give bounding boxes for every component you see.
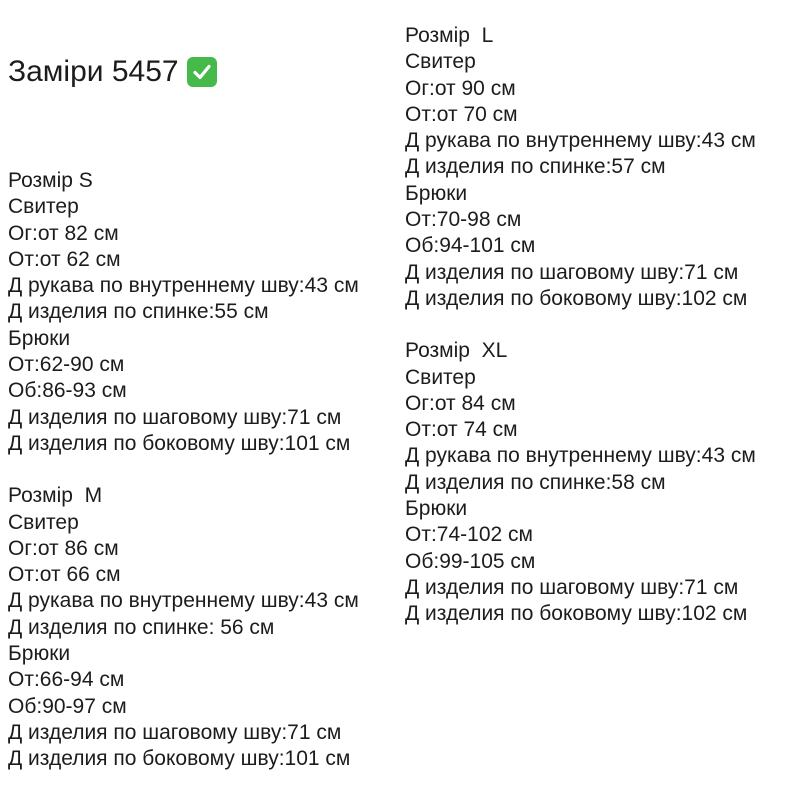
measurement-line: Свитер xyxy=(8,195,79,219)
measurement-line: Д рукава по внутреннему шву:43 см xyxy=(8,274,359,298)
measurement-line: Об:99-105 см xyxy=(405,549,536,573)
measurement-line: Д изделия по боковому шву:101 см xyxy=(8,431,351,455)
measurement-line: Свитер xyxy=(8,510,79,534)
measurement-line: От:70-98 см xyxy=(405,208,522,232)
measurement-line: От:от 74 см xyxy=(405,418,518,442)
right-size-column xyxy=(405,23,756,628)
page-title xyxy=(8,52,217,92)
measurement-line: Д рукава по внутреннему шву:43 см xyxy=(8,589,359,613)
measurement-line: От:74-102 см xyxy=(405,523,533,547)
check-mark-button-icon xyxy=(187,57,217,87)
measurement-line: Ог:от 84 см xyxy=(405,391,516,415)
left-size-column xyxy=(8,168,359,773)
measurement-line: От:от 70 см xyxy=(405,102,518,126)
measurement-line: Ог:от 86 см xyxy=(8,536,119,560)
measurement-line: Д изделия по спинке:58 см xyxy=(405,470,666,494)
measurement-line: Ог:от 82 см xyxy=(8,221,119,245)
measurement-line: Брюки xyxy=(8,642,71,666)
size-heading: Розмір XL xyxy=(405,339,508,363)
page-title-text: Заміри 5457 xyxy=(8,55,179,88)
measurement-line: Брюки xyxy=(405,181,468,205)
measurement-line: От:62-90 см xyxy=(8,353,125,377)
size-heading: Розмір S xyxy=(8,169,93,192)
measurement-line: Д изделия по шаговому шву:71 см xyxy=(405,575,739,599)
measurement-line: От:от 62 см xyxy=(8,247,121,271)
measurement-line: Д изделия по шаговому шву:71 см xyxy=(8,405,342,429)
size-block xyxy=(405,23,756,312)
size-heading: Розмір L xyxy=(405,24,494,47)
measurement-line: Свитер xyxy=(405,365,476,389)
measurement-line: Д изделия по спинке:55 см xyxy=(8,300,269,324)
measurement-line: Об:90-97 см xyxy=(8,694,127,718)
measurement-line: Д рукава по внутреннему шву:43 см xyxy=(405,444,756,468)
measurement-line: Д изделия по спинке: 56 см xyxy=(8,615,275,639)
measurement-line: От:66-94 см xyxy=(8,668,125,692)
measurement-line: От:от 66 см xyxy=(8,563,121,587)
size-block xyxy=(8,168,359,457)
size-block xyxy=(8,483,359,772)
measurement-line: Об:86-93 см xyxy=(8,379,127,403)
measurement-line: Д изделия по боковому шву:102 см xyxy=(405,602,748,626)
measurement-line: Д изделия по шаговому шву:71 см xyxy=(405,260,739,284)
measurement-line: Ог:от 90 см xyxy=(405,76,516,100)
size-heading: Розмір M xyxy=(8,484,103,508)
measurement-line: Свитер xyxy=(405,50,476,74)
size-block xyxy=(405,338,756,627)
measurement-line: Д рукава по внутреннему шву:43 см xyxy=(405,129,756,153)
measurement-line: Об:94-101 см xyxy=(405,234,536,258)
measurement-line: Д изделия по спинке:57 см xyxy=(405,155,666,179)
measurement-line: Брюки xyxy=(8,326,71,350)
measurement-line: Д изделия по боковому шву:102 см xyxy=(405,286,748,310)
measurement-line: Брюки xyxy=(405,497,468,521)
measurement-line: Д изделия по шаговому шву:71 см xyxy=(8,720,342,744)
measurement-line: Д изделия по боковому шву:101 см xyxy=(8,747,351,771)
